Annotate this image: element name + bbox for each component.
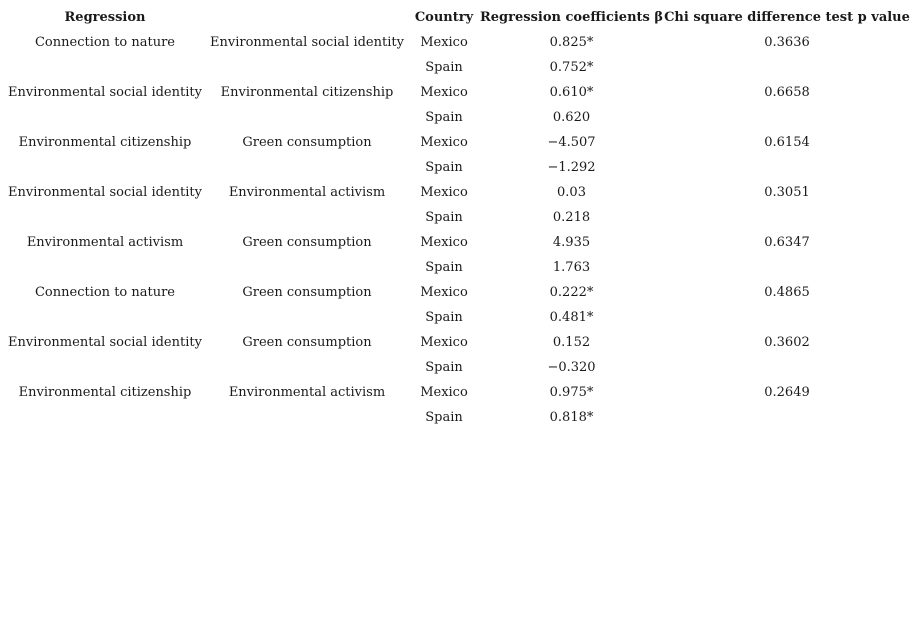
coefficient-cell: 0.03 (557, 185, 586, 200)
outcome-cell: Green consumption (242, 135, 372, 150)
country-cell: Spain (425, 160, 463, 175)
predictor-cell (5, 55, 205, 80)
predictor-cell: Environmental social identity (8, 85, 202, 100)
predictor-cell (5, 355, 205, 380)
table-row (5, 30, 910, 55)
outcome-cell: Green consumption (242, 235, 372, 250)
p-value-cell (664, 255, 910, 280)
predictor-cell (5, 155, 205, 180)
header-country: Country (414, 10, 474, 25)
outcome-cell: Environmental activism (228, 385, 386, 400)
table-row (5, 255, 910, 280)
coefficient-cell: 0.222* (549, 285, 594, 300)
country-cell: Mexico (420, 35, 468, 50)
p-value-cell (664, 55, 910, 80)
country-cell: Mexico (420, 285, 468, 300)
table-row (5, 130, 910, 155)
table-row (5, 280, 910, 305)
predictor-cell (5, 205, 205, 230)
outcome-cell (205, 255, 409, 280)
p-value-cell (664, 405, 910, 430)
table-row (5, 80, 910, 105)
outcome-cell (205, 55, 409, 80)
table-row (5, 55, 910, 80)
header-predicted (205, 5, 409, 30)
country-cell: Spain (425, 260, 463, 275)
outcome-cell (205, 105, 409, 130)
coefficient-cell: 0.218 (552, 210, 591, 225)
country-cell: Mexico (420, 135, 468, 150)
table-row (5, 205, 910, 230)
coefficient-cell: −0.320 (547, 360, 596, 375)
header-regression: Regression (64, 10, 146, 25)
country-cell: Spain (425, 410, 463, 425)
country-cell: Spain (425, 60, 463, 75)
predictor-cell (5, 405, 205, 430)
p-value-cell: 0.6347 (764, 235, 810, 250)
outcome-cell (205, 405, 409, 430)
outcome-cell: Green consumption (242, 285, 372, 300)
table-row (5, 380, 910, 405)
p-value-cell (664, 205, 910, 230)
outcome-cell: Environmental social identity (210, 35, 404, 50)
coefficient-cell: 0.152 (552, 335, 591, 350)
p-value-cell: 0.3636 (764, 35, 810, 50)
p-value-cell (664, 155, 910, 180)
predictor-cell (5, 105, 205, 130)
outcome-cell: Environmental activism (228, 185, 386, 200)
coefficient-cell: −4.507 (547, 135, 596, 150)
table-row (5, 355, 910, 380)
predictor-cell: Environmental activism (26, 235, 184, 250)
table-row (5, 155, 910, 180)
table-row (5, 330, 910, 355)
coefficient-cell: 0.975* (549, 385, 594, 400)
country-cell: Mexico (420, 385, 468, 400)
predictor-cell: Environmental citizenship (18, 385, 192, 400)
outcome-cell (205, 205, 409, 230)
outcome-cell (205, 155, 409, 180)
p-value-cell: 0.3051 (764, 185, 810, 200)
coefficient-cell: 0.610* (549, 85, 594, 100)
outcome-cell: Green consumption (242, 335, 372, 350)
table-body (5, 30, 910, 430)
country-cell: Mexico (420, 185, 468, 200)
predictor-cell: Environmental social identity (8, 335, 202, 350)
table-row (5, 230, 910, 255)
coefficient-cell: 4.935 (552, 235, 591, 250)
predictor-cell: Connection to nature (34, 35, 176, 50)
p-value-cell: 0.6658 (764, 85, 810, 100)
p-value-cell: 0.6154 (764, 135, 810, 150)
country-cell: Spain (425, 110, 463, 125)
country-cell: Mexico (420, 235, 468, 250)
coefficient-cell: 0.818* (549, 410, 594, 425)
p-value-cell: 0.3602 (764, 335, 810, 350)
outcome-cell (205, 305, 409, 330)
p-value-cell (664, 105, 910, 130)
coefficient-cell: 0.825* (549, 35, 594, 50)
predictor-cell: Environmental social identity (8, 185, 202, 200)
coefficient-cell: 0.752* (549, 60, 594, 75)
country-cell: Mexico (420, 85, 468, 100)
header-row (5, 5, 910, 30)
predictor-cell: Connection to nature (34, 285, 176, 300)
country-cell: Spain (425, 360, 463, 375)
table-row (5, 305, 910, 330)
predictor-cell (5, 255, 205, 280)
table-row (5, 405, 910, 430)
coefficient-cell: 0.481* (549, 310, 594, 325)
table-row (5, 180, 910, 205)
predictor-cell (5, 305, 205, 330)
coefficient-cell: −1.292 (547, 160, 596, 175)
p-value-cell (664, 355, 910, 380)
predictor-cell: Environmental citizenship (18, 135, 192, 150)
table-row (5, 105, 910, 130)
country-cell: Spain (425, 210, 463, 225)
regression-table (5, 5, 910, 430)
coefficient-cell: 0.620 (552, 110, 591, 125)
p-value-cell (664, 305, 910, 330)
country-cell: Mexico (420, 335, 468, 350)
p-value-cell: 0.2649 (764, 385, 810, 400)
outcome-cell: Environmental citizenship (220, 85, 394, 100)
outcome-cell (205, 355, 409, 380)
country-cell: Spain (425, 310, 463, 325)
coefficient-cell: 1.763 (552, 260, 591, 275)
p-value-cell: 0.4865 (764, 285, 810, 300)
header-chi-square: Chi square difference test p value (664, 10, 910, 25)
header-coefficients: Regression coefficients β (479, 10, 664, 25)
